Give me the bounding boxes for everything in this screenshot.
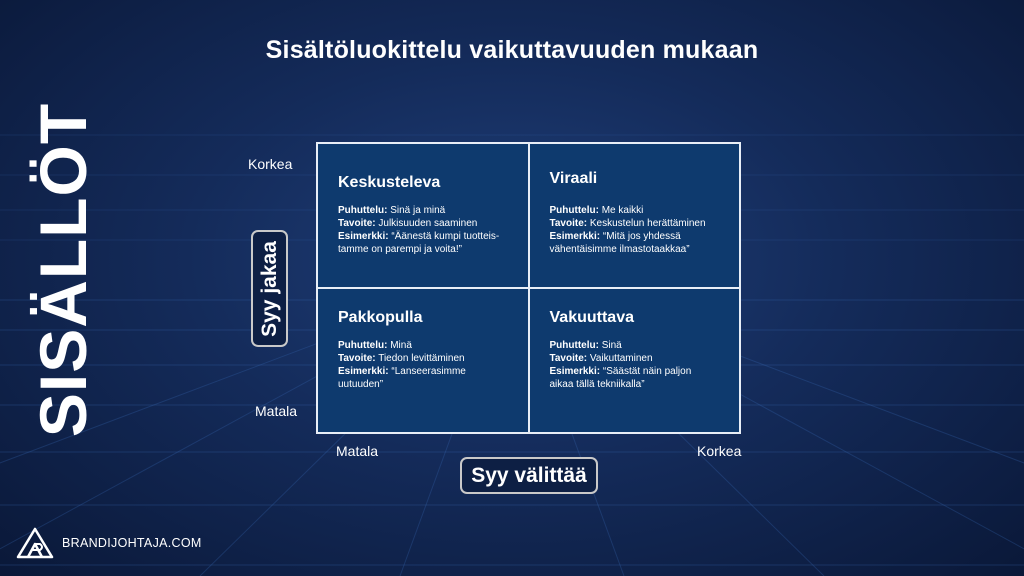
side-heading: SISÄLLÖT [26,102,100,438]
quadrant-puhuttelu: Puhuttelu: Sinä ja minä [338,205,446,216]
brand-logo-icon [16,527,54,559]
quadrant-esimerkki-cont: vähentäisimme ilmastotaakkaa” [549,244,690,255]
quadrant-tavoite: Tavoite: Keskustelun herättäminen [549,218,706,229]
quadrant-title: Viraali [549,170,598,187]
quadrant-tavoite: Tavoite: Tiedon levittäminen [338,353,465,364]
quadrant-viraali [529,143,741,288]
y-axis-title-box [251,230,288,347]
brand-logo [16,527,202,559]
quadrant-esimerkki-cont: uutuuden” [338,379,384,390]
y-axis-high-label: Korkea [248,156,293,172]
quadrant-pakkopulla [317,288,529,433]
page-title: Sisältöluokittelu vaikuttavuuden mukaan [265,36,759,64]
quadrant-keskusteleva [317,143,529,288]
x-axis-low-label: Matala [336,443,379,459]
x-axis-title-box [460,457,598,494]
brand-logo-text: BRANDIJOHTAJA.COM [62,536,202,550]
quadrant-tavoite: Tavoite: Julkisuuden saaminen [338,218,478,229]
quadrant-title: Keskusteleva [338,174,441,191]
quadrant-esimerkki: Esimerkki: “Lanseerasimme [338,366,466,377]
quadrant-title: Vakuuttava [549,309,634,326]
y-axis-low-label: Matala [255,403,298,419]
quadrant-esimerkki-cont: aikaa tällä tekniikalla” [549,379,645,390]
quadrant-title: Pakkopulla [338,309,423,326]
quadrant-puhuttelu: Puhuttelu: Sinä [549,340,622,351]
content-matrix [316,142,741,434]
x-axis-title: Syy välittää [471,463,587,487]
quadrant-esimerkki: Esimerkki: “Äänestä kumpi tuotteis- [338,231,500,242]
quadrant-esimerkki-cont: tamme on parempi ja voita!” [338,244,462,255]
quadrant-vakuuttava [529,288,741,433]
y-axis-title: Syy jakaa [257,240,281,337]
quadrant-esimerkki: Esimerkki: “Säästät näin paljon [549,366,692,377]
quadrant-esimerkki: Esimerkki: “Mitä jos yhdessä [549,231,681,242]
quadrant-tavoite: Tavoite: Vaikuttaminen [549,353,653,364]
x-axis-high-label: Korkea [697,443,742,459]
quadrant-puhuttelu: Puhuttelu: Me kaikki [549,205,644,216]
quadrant-puhuttelu: Puhuttelu: Minä [338,340,412,351]
